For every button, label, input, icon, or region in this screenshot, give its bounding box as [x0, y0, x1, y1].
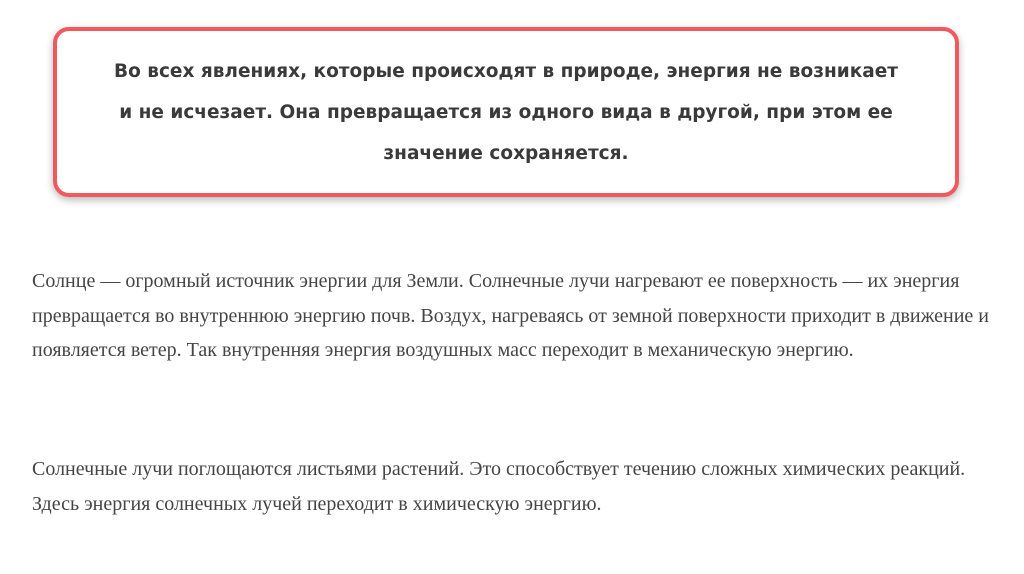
- highlight-callout-box: [53, 27, 959, 197]
- paragraph-sun-energy: Солнце — огромный источник энергии для Земли. Солнечные лучи нагревают ее поверхность — их энергия превращается во внутреннюю энергию почв. Воздух, нагреваясь от земной поверхности приходит в движение и появляется ветер. Так внутренняя энергия воздушных масс переходит в механическую энергию.: [32, 270, 990, 361]
- paragraph-plants-energy: Солнечные лучи поглощаются листьями растений. Это способствует течению сложных химических реакций. Здесь энергия солнечных лучей переходит в химическую энергию.: [32, 458, 966, 515]
- callout-text: Во всех явлениях, которые происходят в природе, энергия не возникает и не исчезает. Она превращается из одного вида в другой, при этом ее значение сохраняется.: [113, 60, 899, 164]
